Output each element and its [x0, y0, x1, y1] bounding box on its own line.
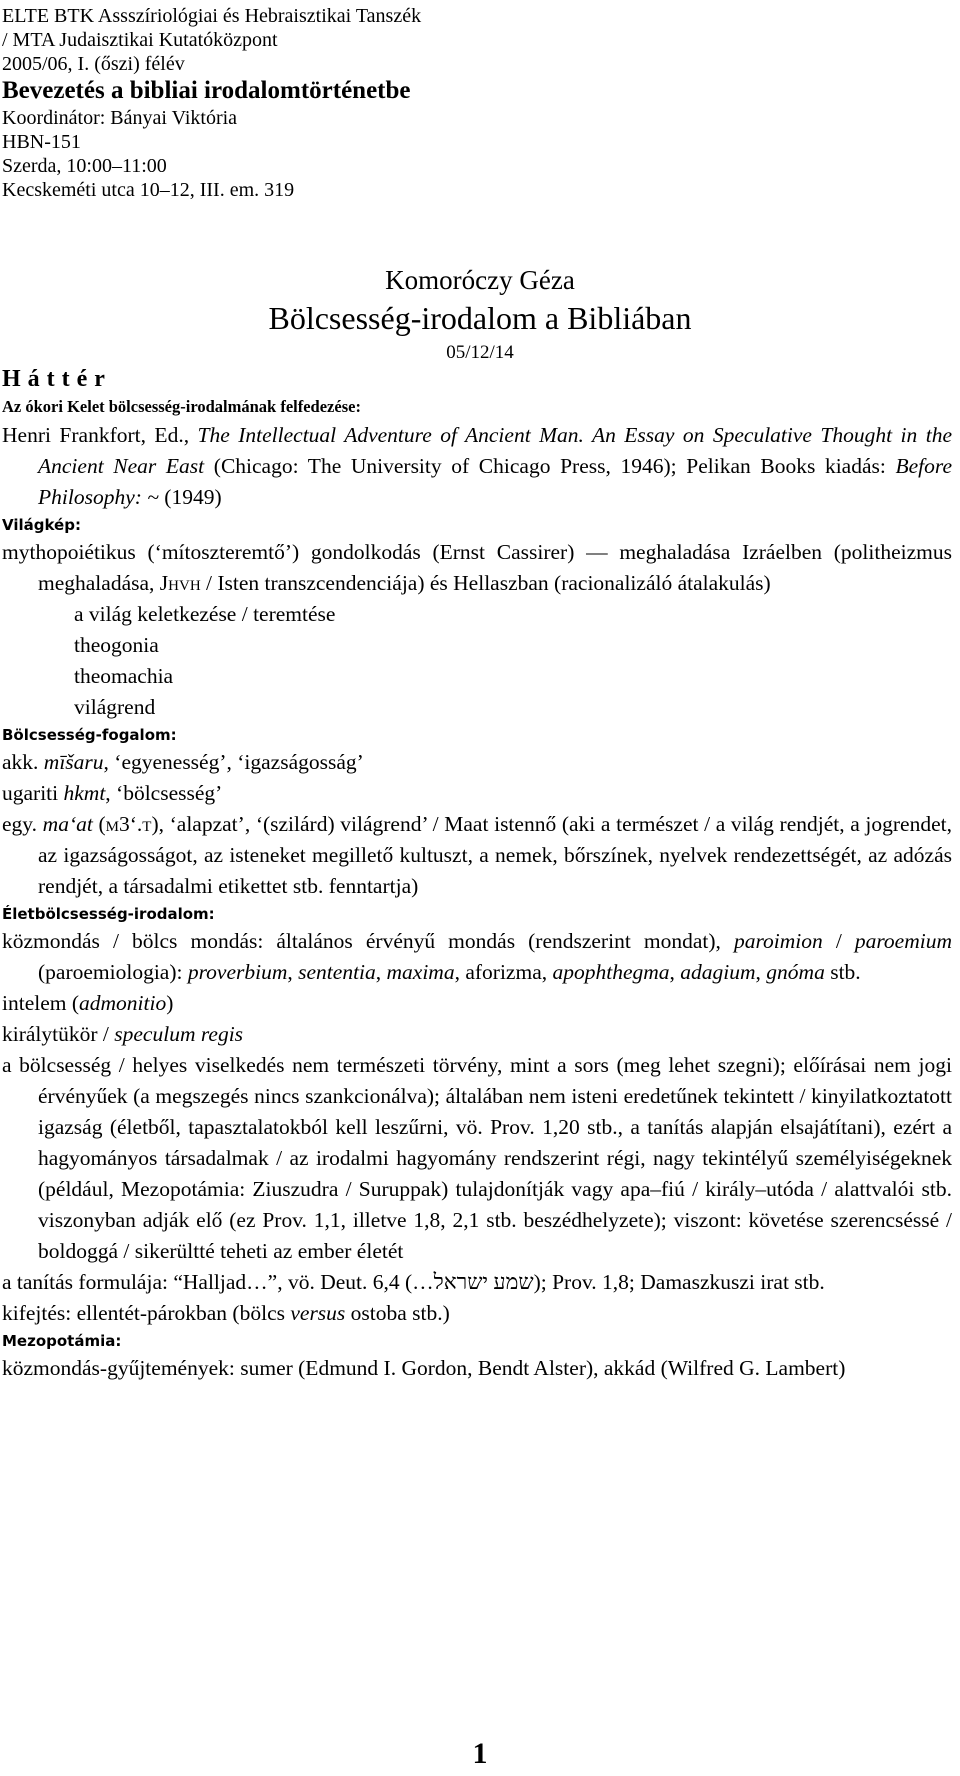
course-time: Szerda, 10:00–11:00 — [2, 155, 167, 177]
course-code: HBN-151 — [2, 131, 81, 153]
admonition-line: intelem (admonitio) — [2, 991, 174, 1015]
hebrew-phrase: שמע ישראל — [433, 1270, 534, 1294]
label-wisdom-literature: Életbölcsesség-irodalom: — [2, 905, 215, 923]
egyptian-paragraph: egy. ma‘at (m3‘.t), ‘alapzat’, ‘(szilárd) világrend’ / Maat istennő (aki a természet / a világ rendjét, a jogrendet, az igazságosságot, az isteneket megillető kultuszt, a nemek, bőrszínek, nyelvek rendezettségét, az adózás rendjét, a társadalmi etikettet stb. fenntartja) — [2, 812, 952, 898]
mythopoetic-paragraph: mythopoiétikus (‘mítoszteremtő’) gondolkodás (Ernst Cassirer) — meghaladása Izráelben (politheizmus meghaladása, Jhvh / Isten transzcendenciája) és Hellaszban (racionalizáló átalakulás) — [2, 540, 952, 595]
frankfort-reference: Henri Frankfort, Ed., The Intellectual Adventure of Ancient Man. An Essay on Speculative Thought in the Ancient Near East (Chicago: The University of Chicago Press, 1946); Pelikan Books kiadás: Before Philosophy: ~ (1949) — [2, 423, 952, 509]
mesopotamia-paragraph: közmondás-gyűjtemények: sumer (Edmund I. Gordon, Bendt Alster), akkád (Wilfred G. Lambert) — [2, 1356, 846, 1380]
list-item: világrend — [74, 695, 156, 719]
label-wisdom-concept: Bölcsesség-fogalom: — [2, 726, 177, 744]
lecture-title: Bölcsesség-irodalom a Bibliában — [268, 300, 692, 336]
list-item: theomachia — [74, 664, 174, 688]
section-heading: Háttér — [2, 366, 112, 392]
exposition-line: kifejtés: ellentét-párokban (bölcs versus ostoba stb.) — [2, 1301, 450, 1325]
institution-line: ELTE BTK Assszíriológiai és Hebraisztikai Tanszék — [2, 5, 422, 27]
label-mesopotamia: Mezopotámia: — [2, 1332, 122, 1350]
course-title: Bevezetés a bibliai irodalomtörténetbe — [2, 77, 411, 104]
mirror-of-princes-line: királytükör / speculum regis — [2, 1022, 244, 1046]
lecture-date: 05/12/14 — [446, 342, 514, 363]
ugaritic-line: ugariti hkmt, ‘bölcsesség’ — [2, 781, 223, 805]
list-item: theogonia — [74, 633, 159, 657]
lecture-heading — [0, 262, 960, 368]
label-worldview: Világkép: — [2, 516, 81, 534]
course-header — [2, 4, 942, 202]
semester-line: 2005/06, I. (őszi) félév — [2, 53, 185, 75]
lecture-author: Komoróczy Géza — [385, 265, 575, 295]
lecture-notes — [2, 394, 952, 1384]
institution-line-2: / MTA Judaisztikai Kutatóközpont — [2, 29, 278, 51]
teaching-formula-paragraph: a tanítás formulája: “Halljad…”, vö. Deut. 6,4 (…שמע ישראל); Prov. 1,8; Damaszkuszi irat stb. — [2, 1270, 825, 1294]
course-room: Kecskeméti utca 10–12, III. em. 319 — [2, 179, 295, 201]
akkadian-line: akk. mīšaru, ‘egyenesség’, ‘igazságosság’ — [2, 750, 364, 774]
page-number: 1 — [472, 1737, 488, 1770]
label-discovery: Az ókori Kelet bölcsesség-irodalmának felfedezése: — [2, 397, 361, 416]
wisdom-behavior-paragraph: a bölcsesség / helyes viselkedés nem természeti törvény, mint a sors (meg lehet szegni); előírásai nem jogi érvényűek (a megszegés nincs szankcionálva); általában nem isteni eredetűnek tekintett / kinyilatkoztatott igazság (életből, tapasztalatokból kell leszűrni, vö. Prov. 1,20 stb., a tanítás alapján elsajátítani), ezért a hagyományos társadalmak / az irodalmi hagyomány rendszerint régi, nagy tekintélyű személyiségeknek (például, Mezopotámia: Ziuszudra / Suruppak) tulajdonítják vagy apa–fiú / király–utóda / alattvalói stb. viszonyban adják elő (ez Prov. 1,1, illetve 1,8, 2,1 stb. beszédhelyzete); viszont: követése szerencséssé / boldoggá / sikerültté teheti az ember életét — [2, 1053, 952, 1263]
list-item: a világ keletkezése / teremtése — [74, 602, 336, 626]
coordinator-line: Koordinátor: Bányai Viktória — [2, 107, 238, 129]
proverb-paragraph: közmondás / bölcs mondás: általános érvényű mondás (rendszerint mondat), paroimion / paroemium (paroemiologia): proverbium, sententia, maxima, aforizma, apophthegma, adagium, gnóma stb. — [2, 929, 952, 984]
